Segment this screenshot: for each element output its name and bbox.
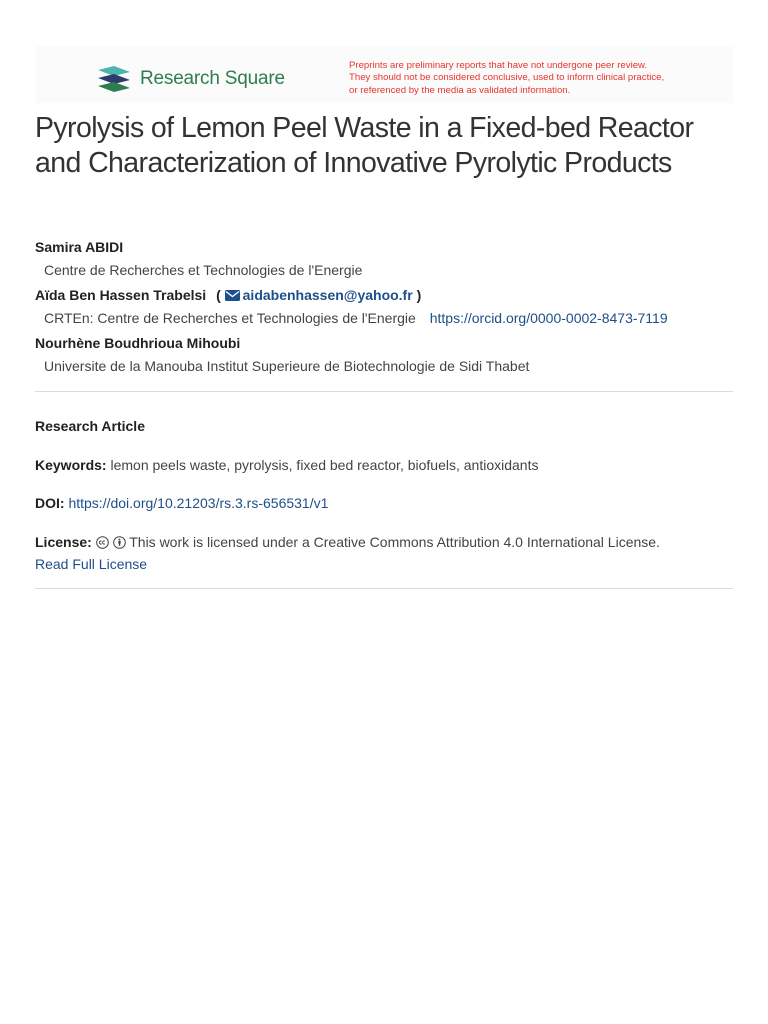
paper-title: Pyrolysis of Lemon Peel Waste in a Fixed-bed Reactor and Characterization of Innovative Pyrolytic Products (35, 112, 694, 179)
preprint-banner (36, 46, 733, 103)
notice-line: or referenced by the media as validated information. (349, 84, 571, 96)
divider (35, 588, 733, 589)
author-name-row (35, 286, 735, 309)
orcid-link[interactable]: https://orcid.org/0000-0002-8473-7119 (429, 310, 668, 326)
license-label: License: (35, 534, 92, 550)
cc-by-icon (113, 536, 126, 549)
doi-link[interactable]: https://doi.org/10.21203/rs.3.rs-656531/v1 (68, 495, 329, 511)
notice-line: Preprints are preliminary reports that have not undergone peer review. (349, 60, 648, 71)
license-row (35, 531, 735, 575)
keywords-label: Keywords: (35, 457, 107, 473)
logo-text: Research Square (140, 68, 285, 89)
author-email-link[interactable]: aidabenhassen@yahoo.fr (242, 287, 413, 303)
cc-icon (96, 536, 109, 549)
author-affiliation-row (35, 309, 735, 334)
research-square-logo-icon (96, 64, 134, 94)
keywords-row (35, 454, 735, 476)
author-affiliation: Universite de la Manouba Institut Superieure de Biotechnologie de Sidi Thabet (44, 358, 530, 374)
author-name: Aïda Ben Hassen Trabelsi (35, 287, 207, 303)
envelope-icon (225, 290, 240, 301)
license-text: This work is licensed under a Creative Commons Attribution 4.0 International License. (129, 534, 660, 550)
author-list (35, 238, 735, 382)
author-affiliation: CRTEn: Centre de Recherches et Technologies de l'Energie (44, 310, 416, 326)
doi-label: DOI: (35, 495, 65, 511)
paren-close: ) (416, 287, 422, 303)
article-type-label: Research Article (35, 418, 145, 434)
divider (35, 391, 733, 392)
notice-line: They should not be considered conclusive, used to inform clinical practice, (349, 72, 665, 84)
author-name: Samira ABIDI (35, 239, 124, 255)
paren-open: ( (216, 287, 221, 303)
doi-row (35, 492, 735, 514)
keywords-value: lemon peels waste, pyrolysis, fixed bed reactor, biofuels, antioxidants (110, 457, 539, 473)
article-type (35, 415, 735, 437)
preprint-notice (349, 60, 729, 97)
research-square-logo[interactable] (96, 64, 285, 94)
author-name: Nourhène Boudhrioua Mihoubi (35, 335, 241, 351)
author-affiliation: Centre de Recherches et Technologies de l'Energie (44, 262, 363, 278)
read-full-license-link[interactable]: Read Full License (35, 556, 148, 572)
